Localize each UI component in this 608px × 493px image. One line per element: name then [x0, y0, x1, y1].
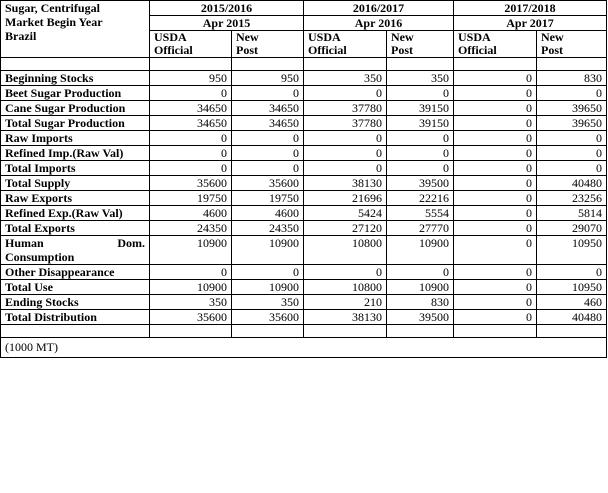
value-cell: 0 — [304, 86, 387, 101]
value-cell: 29070 — [537, 221, 607, 236]
value-cell: 38130 — [304, 310, 387, 325]
value-cell: 24350 — [150, 221, 232, 236]
value-cell: 0 — [537, 146, 607, 161]
row-label: Total Imports — [1, 161, 150, 176]
value-cell: 10800 — [304, 280, 387, 295]
value-cell: 210 — [304, 295, 387, 310]
value-cell: 10950 — [537, 236, 607, 265]
value-cell: 350 — [304, 71, 387, 86]
value-cell: 22216 — [387, 191, 454, 206]
table-row — [1, 71, 607, 86]
market-year-label: Market Begin Year — [5, 15, 103, 29]
begin-month-2016: Apr 2016 — [304, 16, 454, 31]
value-cell: 40480 — [537, 310, 607, 325]
value-cell: 10900 — [150, 280, 232, 295]
value-cell: 0 — [454, 176, 537, 191]
value-cell: 5814 — [537, 206, 607, 221]
commodity-label: Sugar, Centrifugal — [5, 1, 100, 15]
value-cell: 39150 — [387, 116, 454, 131]
row-label: Human Dom. Consumption — [1, 236, 150, 265]
value-cell: 0 — [454, 206, 537, 221]
year-header-2017: 2017/2018 — [454, 1, 607, 16]
value-cell: 0 — [232, 146, 304, 161]
units-footnote: (1000 MT) — [1, 338, 607, 358]
value-cell: 10950 — [537, 280, 607, 295]
table-row — [1, 206, 607, 221]
value-cell: 0 — [454, 295, 537, 310]
value-cell: 10900 — [387, 236, 454, 265]
value-cell: 0 — [387, 146, 454, 161]
value-cell: 0 — [304, 146, 387, 161]
value-cell: 37780 — [304, 101, 387, 116]
value-cell: 4600 — [232, 206, 304, 221]
value-cell: 0 — [454, 161, 537, 176]
table-row — [1, 86, 607, 101]
row-label: Beginning Stocks — [1, 71, 150, 86]
new-post-header: New Post — [387, 31, 454, 58]
value-cell: 35600 — [232, 176, 304, 191]
value-cell: 24350 — [232, 221, 304, 236]
value-cell: 830 — [387, 295, 454, 310]
table-row — [1, 295, 607, 310]
row-label: Raw Imports — [1, 131, 150, 146]
value-cell: 10900 — [232, 236, 304, 265]
row-label: Ending Stocks — [1, 295, 150, 310]
value-cell: 350 — [150, 295, 232, 310]
value-cell: 23256 — [537, 191, 607, 206]
value-cell: 0 — [150, 161, 232, 176]
value-cell: 0 — [387, 86, 454, 101]
table-row — [1, 236, 607, 265]
value-cell: 350 — [232, 295, 304, 310]
row-label: Refined Imp.(Raw Val) — [1, 146, 150, 161]
value-cell: 34650 — [232, 116, 304, 131]
value-cell: 460 — [537, 295, 607, 310]
value-cell: 0 — [232, 131, 304, 146]
value-cell: 950 — [150, 71, 232, 86]
corner-cell — [1, 1, 150, 58]
value-cell: 0 — [537, 131, 607, 146]
table-row — [1, 131, 607, 146]
table-row — [1, 161, 607, 176]
table-row — [1, 116, 607, 131]
value-cell: 35600 — [232, 310, 304, 325]
year-header-row — [1, 1, 607, 16]
value-cell: 0 — [454, 101, 537, 116]
value-cell: 35600 — [150, 176, 232, 191]
value-cell: 0 — [387, 131, 454, 146]
table-row — [1, 146, 607, 161]
usda-official-header: USDA Official — [150, 31, 232, 58]
value-cell: 34650 — [150, 101, 232, 116]
value-cell: 39650 — [537, 101, 607, 116]
value-cell: 39650 — [537, 116, 607, 131]
value-cell: 0 — [454, 265, 537, 280]
row-label: Cane Sugar Production — [1, 101, 150, 116]
usda-official-header: USDA Official — [454, 31, 537, 58]
value-cell: 0 — [537, 265, 607, 280]
value-cell: 0 — [387, 161, 454, 176]
value-cell: 27120 — [304, 221, 387, 236]
value-cell: 34650 — [232, 101, 304, 116]
value-cell: 35600 — [150, 310, 232, 325]
row-label: Other Disappearance — [1, 265, 150, 280]
value-cell: 0 — [150, 86, 232, 101]
table-body — [1, 1, 607, 358]
value-cell: 10900 — [150, 236, 232, 265]
value-cell: 0 — [454, 131, 537, 146]
value-cell: 0 — [454, 146, 537, 161]
value-cell: 5424 — [304, 206, 387, 221]
value-cell: 0 — [304, 161, 387, 176]
value-cell: 0 — [537, 86, 607, 101]
value-cell: 0 — [304, 265, 387, 280]
value-cell: 10900 — [387, 280, 454, 295]
value-cell: 4600 — [150, 206, 232, 221]
usda-official-header: USDA Official — [304, 31, 387, 58]
table-row — [1, 191, 607, 206]
value-cell: 5554 — [387, 206, 454, 221]
value-cell: 27770 — [387, 221, 454, 236]
value-cell: 39500 — [387, 310, 454, 325]
value-cell: 950 — [232, 71, 304, 86]
year-header-2015: 2015/2016 — [150, 1, 304, 16]
table-row — [1, 310, 607, 325]
value-cell: 38130 — [304, 176, 387, 191]
spacer-row — [1, 325, 607, 338]
table-row — [1, 265, 607, 280]
value-cell: 0 — [304, 131, 387, 146]
spacer-row — [1, 58, 607, 71]
value-cell: 0 — [454, 71, 537, 86]
row-label: Total Supply — [1, 176, 150, 191]
begin-month-2015: Apr 2015 — [150, 16, 304, 31]
value-cell: 0 — [232, 161, 304, 176]
value-cell: 10800 — [304, 236, 387, 265]
value-cell: 0 — [150, 146, 232, 161]
row-label: Total Use — [1, 280, 150, 295]
value-cell: 0 — [454, 236, 537, 265]
value-cell: 0 — [232, 265, 304, 280]
value-cell: 0 — [537, 161, 607, 176]
row-label: Refined Exp.(Raw Val) — [1, 206, 150, 221]
value-cell: 0 — [454, 191, 537, 206]
value-cell: 39150 — [387, 101, 454, 116]
value-cell: 0 — [387, 265, 454, 280]
value-cell: 19750 — [232, 191, 304, 206]
value-cell: 0 — [150, 265, 232, 280]
row-label: Total Sugar Production — [1, 116, 150, 131]
table-row — [1, 176, 607, 191]
begin-month-2017: Apr 2017 — [454, 16, 607, 31]
value-cell: 0 — [454, 310, 537, 325]
value-cell: 10900 — [232, 280, 304, 295]
value-cell: 39500 — [387, 176, 454, 191]
table-row — [1, 280, 607, 295]
country-label: Brazil — [5, 29, 37, 43]
value-cell: 19750 — [150, 191, 232, 206]
row-label: Total Exports — [1, 221, 150, 236]
value-cell: 0 — [150, 131, 232, 146]
value-cell: 350 — [387, 71, 454, 86]
value-cell: 0 — [454, 86, 537, 101]
value-cell: 40480 — [537, 176, 607, 191]
value-cell: 830 — [537, 71, 607, 86]
row-label: Raw Exports — [1, 191, 150, 206]
year-header-2016: 2016/2017 — [304, 1, 454, 16]
new-post-header: New Post — [537, 31, 607, 58]
value-cell: 0 — [232, 86, 304, 101]
table-row — [1, 221, 607, 236]
value-cell: 21696 — [304, 191, 387, 206]
value-cell: 0 — [454, 221, 537, 236]
table-row — [1, 101, 607, 116]
value-cell: 34650 — [150, 116, 232, 131]
value-cell: 37780 — [304, 116, 387, 131]
row-label: Total Distribution — [1, 310, 150, 325]
value-cell: 0 — [454, 280, 537, 295]
value-cell: 0 — [454, 116, 537, 131]
row-label: Beet Sugar Production — [1, 86, 150, 101]
new-post-header: New Post — [232, 31, 304, 58]
footnote-row — [1, 338, 607, 358]
